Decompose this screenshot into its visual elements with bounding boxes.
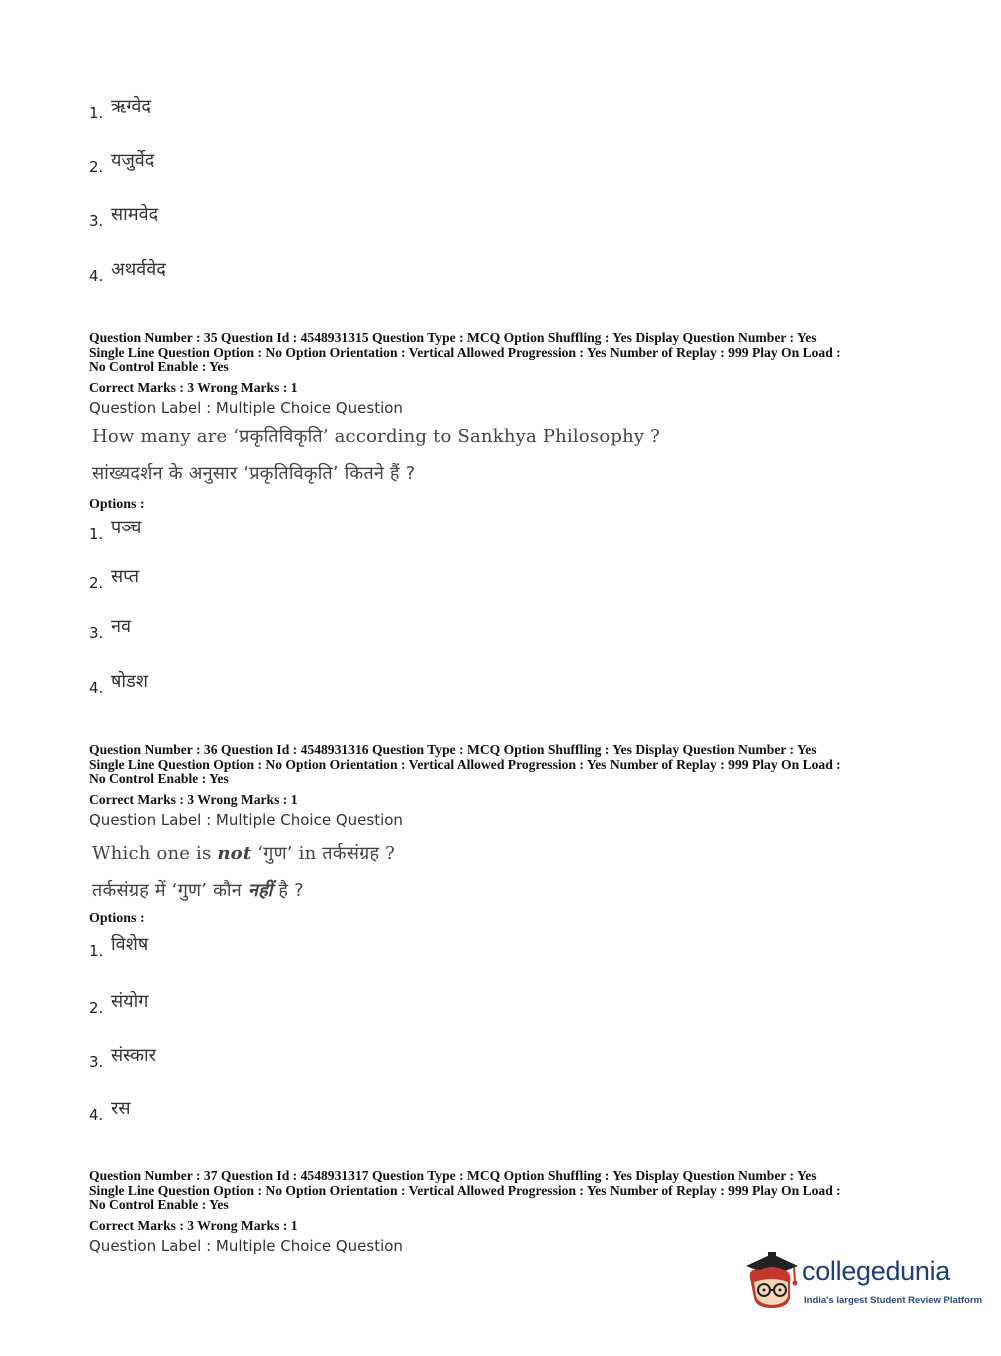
brand-tagline: India's largest Student Review Platform (804, 1295, 983, 1306)
question-marks: Correct Marks : 3 Wrong Marks : 1 (89, 792, 298, 807)
mascot-icon (742, 1250, 800, 1312)
options-heading: Options : (89, 497, 145, 512)
collegedunia-logo (742, 1250, 983, 1314)
option-item[interactable]: 1. विशेष (89, 934, 149, 960)
question-text-hindi: तर्कसंग्रह में ‘गुण’ कौन नहीं है ? (92, 880, 304, 901)
question-text-hindi: सांख्यदर्शन के अनुसार ‘प्रकृतिविकृति’ कितने हैं ? (92, 463, 416, 484)
question-text-english: How many are ‘प्रकृतिविकृति’ according to Sankhya Philosophy ? (92, 426, 661, 447)
emphasis-nahin: नहीं (247, 880, 273, 901)
option-item[interactable]: 3. नव (89, 616, 131, 642)
option-item[interactable]: 4. षोडश (89, 671, 148, 697)
question-label: Question Label : Multiple Choice Question (89, 1237, 403, 1255)
emphasis-not: not (217, 843, 252, 864)
brand-name: collegedunia (802, 1256, 951, 1286)
option-item[interactable]: 2. संयोग (89, 991, 149, 1017)
question-text-english: Which one is not ‘गुण’ in तर्कसंग्रह ? (92, 843, 396, 864)
list-item: 3. सामवेद (89, 204, 159, 230)
question-label: Question Label : Multiple Choice Question (89, 811, 403, 829)
list-item: 1. ऋग्वेद (89, 96, 151, 122)
options-heading: Options : (89, 911, 145, 926)
option-item[interactable]: 1. पञ्च (89, 517, 142, 543)
question-marks: Correct Marks : 3 Wrong Marks : 1 (89, 380, 298, 395)
question-meta: Question Number : 37 Question Id : 4548931317 Question Type : MCQ Option Shuffling : Yes Display Question Number : Yes Single Line Question Option : No Option Orientation : Vertical Allowed Progression : Yes Number of Replay : 999 Play On Load : No Control Enable : Yes (89, 1168, 841, 1212)
question-meta: Question Number : 36 Question Id : 4548931316 Question Type : MCQ Option Shuffling : Yes Display Question Number : Yes Single Line Question Option : No Option Orientation : Vertical Allowed Progression : Yes Number of Replay : 999 Play On Load : No Control Enable : Yes (89, 742, 841, 786)
list-item: 2. यजुर्वेद (89, 150, 155, 176)
option-item[interactable]: 2. सप्त (89, 566, 139, 592)
question-meta: Question Number : 35 Question Id : 4548931315 Question Type : MCQ Option Shuffling : Yes Display Question Number : Yes Single Line Question Option : No Option Orientation : Vertical Allowed Progression : Yes Number of Replay : 999 Play On Load : No Control Enable : Yes (89, 330, 841, 374)
question-label: Question Label : Multiple Choice Question (89, 399, 403, 417)
list-item: 4. अथर्ववेद (89, 259, 166, 285)
question-marks: Correct Marks : 3 Wrong Marks : 1 (89, 1218, 298, 1233)
option-item[interactable]: 4. रस (89, 1098, 131, 1124)
option-item[interactable]: 3. संस्कार (89, 1045, 157, 1071)
